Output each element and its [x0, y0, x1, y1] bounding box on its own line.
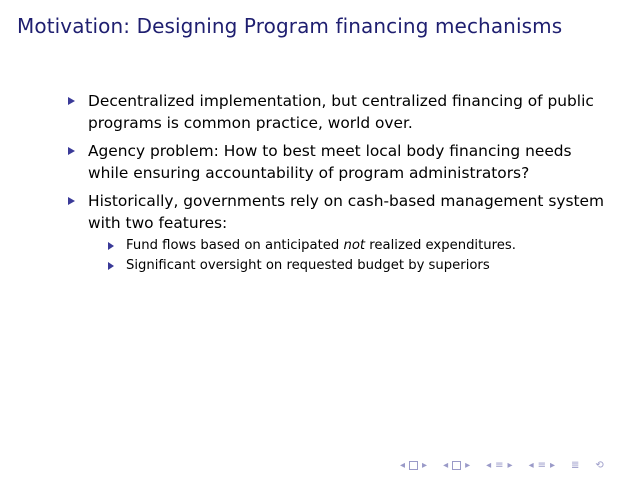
nav-arrow-left-icon[interactable]: ◂: [400, 459, 406, 471]
bullet-text: Decentralized implementation, but centralized financing of public programs is common practice, world over.: [88, 92, 594, 132]
nav-arrow-right-icon[interactable]: ▸: [550, 459, 556, 471]
bullet-item: [66, 190, 606, 276]
sub-bullet-text-part: Fund flows based on anticipated: [126, 238, 344, 253]
beamer-navigation-bar: [400, 458, 604, 472]
bullet-triangle-icon: [108, 242, 114, 250]
nav-search-icon[interactable]: ⟲: [595, 459, 604, 471]
nav-subsection-icon[interactable]: ≡: [537, 459, 546, 471]
bullet-triangle-icon: [68, 197, 75, 205]
nav-align-icon[interactable]: ≣: [571, 459, 580, 471]
nav-frame-icon[interactable]: [409, 461, 418, 470]
nav-arrow-left-icon[interactable]: ◂: [528, 459, 534, 471]
bullet-list: [66, 90, 606, 282]
sub-bullet-list: [108, 236, 606, 276]
bullet-triangle-icon: [68, 97, 75, 105]
bullet-triangle-icon: [68, 147, 75, 155]
bullet-text: Historically, governments rely on cash-based management system with two features:: [88, 192, 604, 232]
sub-bullet-item: [108, 256, 606, 276]
slide-title: Motivation: Designing Program financing mechanisms: [17, 14, 563, 38]
emphasis-text: not: [343, 238, 366, 253]
nav-section-icon[interactable]: ≡: [495, 459, 504, 471]
bullet-triangle-icon: [108, 262, 114, 270]
sub-bullet-text: Significant oversight on requested budget by superiors: [126, 258, 490, 273]
bullet-item: [66, 140, 606, 184]
nav-arrow-right-icon[interactable]: ▸: [422, 459, 428, 471]
nav-arrow-left-icon[interactable]: ◂: [443, 459, 449, 471]
nav-arrow-right-icon[interactable]: ▸: [507, 459, 513, 471]
nav-arrow-left-icon[interactable]: ◂: [486, 459, 492, 471]
nav-frame-icon[interactable]: [452, 461, 461, 470]
bullet-item: [66, 90, 606, 134]
nav-arrow-right-icon[interactable]: ▸: [465, 459, 471, 471]
sub-bullet-item: [108, 236, 606, 256]
bullet-text: Agency problem: How to best meet local body financing needs while ensuring accountability of program administrators?: [88, 142, 572, 182]
sub-bullet-text-part: realized expenditures.: [365, 238, 516, 253]
